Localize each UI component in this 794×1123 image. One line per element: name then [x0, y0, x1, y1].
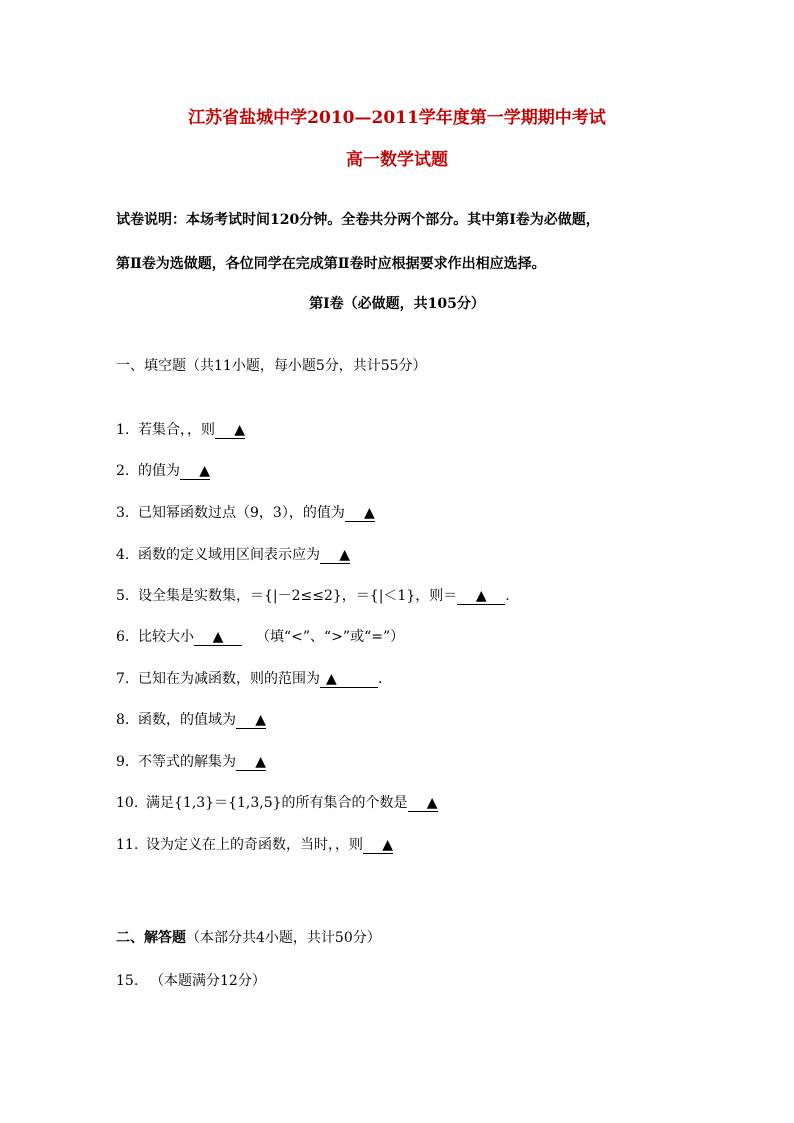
question-text: 已知幂函数过点（9，3），的值为: [138, 505, 345, 521]
section1-heading: 一、填空题（共11小题，每小题5分，共计55分）: [116, 358, 427, 374]
answer-blank: ▲: [457, 588, 505, 605]
question-7: [116, 670, 382, 688]
question-text: 的值为: [138, 463, 180, 479]
question-text: 不等式的解集为: [138, 754, 236, 770]
question-tail: .: [505, 588, 510, 604]
question-text: 比较大小: [138, 629, 194, 645]
question-number: 4.: [116, 547, 130, 563]
section2-heading-label: 二、解答题: [116, 930, 186, 946]
question-5: [116, 587, 510, 605]
answer-blank: ▲: [363, 837, 393, 854]
question-text: 函数的定义域用区间表示应为: [138, 547, 320, 563]
question-number: 8.: [116, 712, 130, 728]
question-text: 若集合，，则: [138, 422, 215, 438]
question-number: 2.: [116, 463, 130, 479]
answer-blank: ▲: [408, 795, 438, 812]
question-10: [116, 794, 438, 812]
exam-title: 江苏省盐城中学2010—2011学年度第一学期期中考试: [188, 108, 606, 128]
question-number: 10.: [116, 795, 139, 811]
question-number: 6.: [116, 629, 130, 645]
question-number: 7.: [116, 671, 130, 687]
answer-blank: ▲: [236, 712, 266, 729]
question-1: [116, 421, 245, 439]
question-tail: （填“<”、“>”或“=”）: [256, 629, 405, 645]
exam-subtitle: 高一数学试题: [346, 150, 448, 170]
instructions-line-1: 试卷说明：本场考试时间120分钟。全卷共分两个部分。其中第Ⅰ卷为必做题，: [116, 212, 600, 228]
question-2: [116, 462, 210, 480]
question-11: [116, 836, 393, 854]
question-number: 15.: [116, 973, 139, 989]
answer-blank: ▲: [180, 463, 210, 480]
question-3: [116, 504, 375, 522]
question-text: （本题满分12分）: [150, 973, 266, 989]
section2-heading-detail: （本部分共4小题，共计50分）: [186, 930, 381, 946]
question-number: 5.: [116, 588, 130, 604]
question-text: 满足{1,3}＝{1,3,5}的所有集合的个数是: [146, 795, 408, 811]
question-text: 已知在为减函数，则的范围为: [138, 671, 320, 687]
question-text: 函数，的值域为: [138, 712, 236, 728]
question-8: [116, 711, 266, 729]
question-number: 11.: [116, 837, 139, 853]
question-6: [116, 628, 404, 646]
answer-blank: ▲: [194, 629, 242, 646]
question-number: 1.: [116, 422, 130, 438]
answer-blank: ▲: [215, 422, 245, 439]
question-4: [116, 546, 350, 564]
answer-blank: ▲: [320, 671, 378, 688]
question-tail: .: [378, 671, 383, 687]
question-text: 设全集是实数集，＝{|－2≤≤2}，＝{|＜1}，则＝: [138, 588, 458, 604]
answer-blank: ▲: [236, 754, 266, 771]
question-number: 3.: [116, 505, 130, 521]
question-text: 设为定义在上的奇函数，当时，，则: [146, 837, 363, 853]
question-15: [116, 972, 266, 990]
part1-heading: 第Ⅰ卷（必做题，共105分）: [309, 296, 485, 312]
instructions-line-2: 第Ⅱ卷为选做题，各位同学在完成第Ⅱ卷时应根据要求作出相应选择。: [116, 256, 546, 272]
question-9: [116, 753, 266, 771]
section2-heading: [116, 929, 381, 947]
answer-blank: ▲: [320, 547, 350, 564]
answer-blank: ▲: [345, 505, 375, 522]
question-number: 9.: [116, 754, 130, 770]
